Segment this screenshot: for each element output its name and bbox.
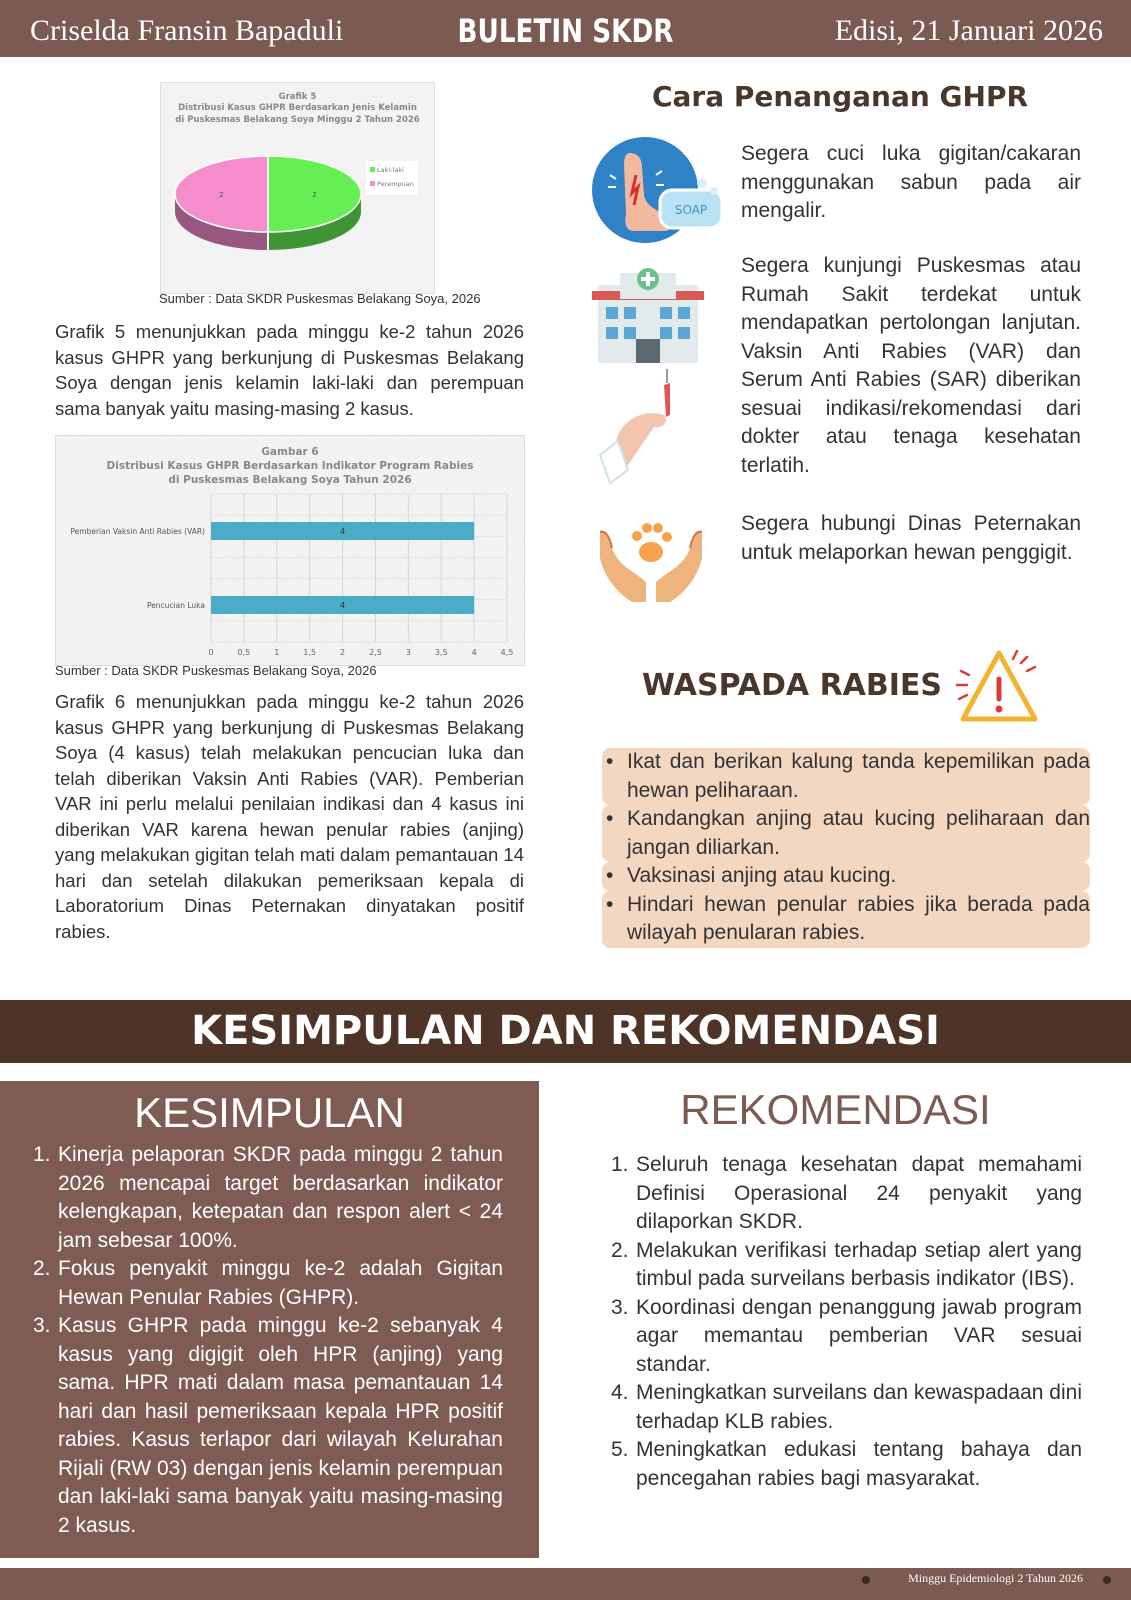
footer-text: Minggu Epidemiologi 2 Tahun 2026 [908, 1571, 1083, 1585]
handling-step-3: Segera hubungi Dinas Peternakan untuk melaporkan hewan penggigit. [741, 512, 1081, 564]
bar-title-line2: Distribusi Kasus GHPR Berdasarkan Indikator Program Rabies [106, 460, 474, 473]
bulletin-title: BULETIN SKDR [457, 12, 674, 50]
item-number: 3. [33, 1314, 51, 1337]
edition-date: Edisi, 21 Januari 2026 [834, 14, 1103, 47]
item-text: Meningkatkan surveilans dan kewaspadaan dini terhadap KLB rabies. [636, 1381, 1082, 1433]
bar-x-tick-label: 1 [274, 648, 280, 657]
item-text: Kasus GHPR pada minggu ke-2 sebanyak 4 kasus yang digigit oleh HPR (anjing) yang sama. HPR mati dalam masa pemantauan 14 hari dan hasil pemeriksaan kepala HPR positif rabies. Kasus terlapor dari wilayah Kelurahan Rijali (RW 03) dengan jenis kelamin perempuan dan laki-laki sama banyak yaitu masing-masing 2 kasus. [58, 1314, 503, 1537]
pie-legend-swatch [370, 167, 375, 172]
wash-wound-icon [590, 135, 730, 245]
pie-title-line3: di Puskesmas Belakang Soya Minggu 2 Tahun 2026 [175, 114, 420, 125]
rekomendasi-item [611, 1294, 1082, 1380]
pie-chart-panel [160, 82, 435, 294]
item-number: 4. [611, 1381, 629, 1404]
bar-x-tick-label: 3 [405, 648, 411, 657]
item-text: Seluruh tenaga kesehatan dapat memahami Definisi Operasional 24 penyakit yang dilaporkan SKDR. [636, 1153, 1082, 1233]
bar-category-label: Pemberian Vaksin Anti Rabies (VAR) [70, 527, 205, 536]
pie-chart-description: Grafik 5 menunjukkan pada minggu ke-2 tahun 2026 kasus GHPR yang berkunjung di Puskesmas Belakang Soya dengan jenis kelamin laki-laki dan perempuan sama banyak yaitu masing-masing 2 kasus. [55, 321, 524, 419]
pie-chart [161, 83, 434, 293]
kesimpulan-title: KESIMPULAN [134, 1089, 405, 1136]
pie-data-label: 2 [312, 191, 317, 199]
bar-chart [56, 436, 524, 665]
pie-title-line2: Distribusi Kasus GHPR Berdasarkan Jenis Kelamin [178, 103, 417, 114]
handling-step-1: Segera cuci luka gigitan/cakaran menggunakan sabun pada air mengalir. [741, 142, 1081, 222]
rekomendasi-list [611, 1151, 1082, 1493]
bar-category-label: Pencucian Luka [146, 601, 205, 610]
rekomendasi-item [611, 1237, 1082, 1294]
pie-legend-label: Laki-laki [377, 166, 404, 174]
warning-triangle-icon [955, 643, 1045, 733]
rekomendasi-item [611, 1379, 1082, 1436]
handling-title: Cara Penanganan GHPR [651, 80, 1029, 113]
kesimpulan-item [33, 1141, 503, 1255]
pie-title-line1: Grafik 5 [278, 92, 317, 102]
bar-x-tick-label: 0 [208, 648, 214, 657]
footer-dot [1103, 1576, 1111, 1584]
bar-chart-description: Grafik 6 menunjukkan pada minggu ke-2 tahun 2026 kasus GHPR yang berkunjung di Puskesmas Belakang Soya (4 kasus) telah melakukan pencucian luka dan telah diberikan Vaksin Anti Rabies (VAR). Pemberian VAR ini perlu melalui penilaian indikasi dan 4 kasus ini diberikan VAR karena hewan penular rabies (anjing) yang melakukan gigitan telah mati dalam pemantauan 14 hari dan setelah dilakukan pemeriksaan kepala di Laboratorium Dinas Peternakan dinyatakan positif rabies. [55, 691, 524, 942]
warning-item: • Ikat dan berikan kalung tanda kepemilikan pada hewan peliharaan. [602, 748, 1090, 805]
kesimpulan-item [33, 1312, 503, 1540]
item-text: Kinerja pelaporan SKDR pada minggu 2 tahun 2026 mencapai target berdasarkan indikator kelengkapan, ketepatan dan respon alert < 24 jam sebesar 100%. [58, 1143, 503, 1252]
kesimpulan-list [33, 1141, 503, 1540]
pie-legend-swatch [370, 181, 375, 186]
bar-x-tick-label: 1,5 [303, 648, 317, 657]
pie-legend [366, 161, 418, 195]
item-number: 1. [33, 1143, 51, 1166]
item-number: 2. [33, 1257, 51, 1280]
warning-item: • Vaksinasi anjing atau kucing. [602, 862, 1090, 891]
bar-title-line1: Gambar 6 [261, 446, 319, 458]
bar-x-tick-label: 3,5 [434, 648, 448, 657]
item-text: Fokus penyakit minggu ke-2 adalah Gigitan Hewan Penular Rabies (GHPR). [58, 1257, 503, 1309]
warning-list [602, 748, 1090, 948]
pie-legend-label: Perempuan [377, 180, 414, 188]
bar-data-label: 4 [340, 527, 346, 536]
item-number: 3. [611, 1295, 629, 1319]
warning-title: WASPADA RABIES [642, 668, 943, 703]
pie-data-label: 2 [219, 191, 224, 199]
bar-title-line3: di Puskesmas Belakang Soya Tahun 2026 [168, 474, 412, 487]
bar-x-tick-label: 2,5 [369, 648, 382, 657]
header-bar [0, 0, 1131, 57]
bar-x-tick-label: 4 [471, 648, 477, 657]
kesimpulan-panel [0, 1081, 539, 1558]
soap-label: SOAP [674, 203, 708, 217]
pie-chart-source: Sumber : Data SKDR Puskesmas Belakang Soya, 2026 [159, 291, 481, 306]
bar-x-tick-label: 2 [340, 648, 346, 657]
conclusion-band: KESIMPULAN DAN REKOMENDASI [0, 1000, 1131, 1063]
warning-item: • Hindari hewan penular rabies jika berada pada wilayah penularan rabies. [602, 891, 1090, 948]
rekomendasi-item [611, 1436, 1082, 1493]
item-number: 5. [611, 1438, 629, 1461]
hospital-icon [588, 265, 708, 485]
bar-x-tick-label: 4,5 [500, 648, 514, 657]
rekomendasi-title: REKOMENDASI [680, 1086, 991, 1133]
bar-chart-panel [55, 435, 525, 666]
bar-data-label: 4 [340, 601, 346, 610]
rekomendasi-item [611, 1151, 1082, 1237]
author-name: Criselda Fransin Bapaduli [30, 14, 344, 47]
item-number: 2. [611, 1238, 629, 1262]
kesimpulan-item [33, 1255, 503, 1312]
item-text: Melakukan verifikasi terhadap setiap alert yang timbul pada surveilans berbasis indikator (IBS). [636, 1238, 1082, 1290]
warning-item: • Kandangkan anjing atau kucing peliharaan dan jangan diliarkan. [602, 805, 1090, 862]
item-text: Meningkatkan edukasi tentang bahaya dan pencegahan rabies bagi masyarakat. [636, 1438, 1082, 1490]
item-text: Koordinasi dengan penanggung jawab program agar memantau pemberian VAR sesuai standar. [636, 1295, 1082, 1376]
bar-x-tick-label: 0,5 [237, 648, 251, 657]
bar-chart-source: Sumber : Data SKDR Puskesmas Belakang Soya, 2026 [55, 663, 377, 678]
footer-dot [862, 1576, 870, 1584]
hands-paw-icon [596, 512, 706, 604]
handling-step-2: Segera kunjungi Puskesmas atau Rumah Sakit terdekat untuk mendapatkan pertolongan lanjutan. Vaksin Anti Rabies (VAR) dan Serum Anti Rabies (SAR) diberikan sesuai indikasi/rekomendasi dari dokter atau tenaga kesehatan terlatih. [741, 254, 1081, 477]
warning-list-box [602, 748, 1090, 948]
footer-bar [0, 1568, 1131, 1600]
item-number: 1. [611, 1153, 629, 1176]
